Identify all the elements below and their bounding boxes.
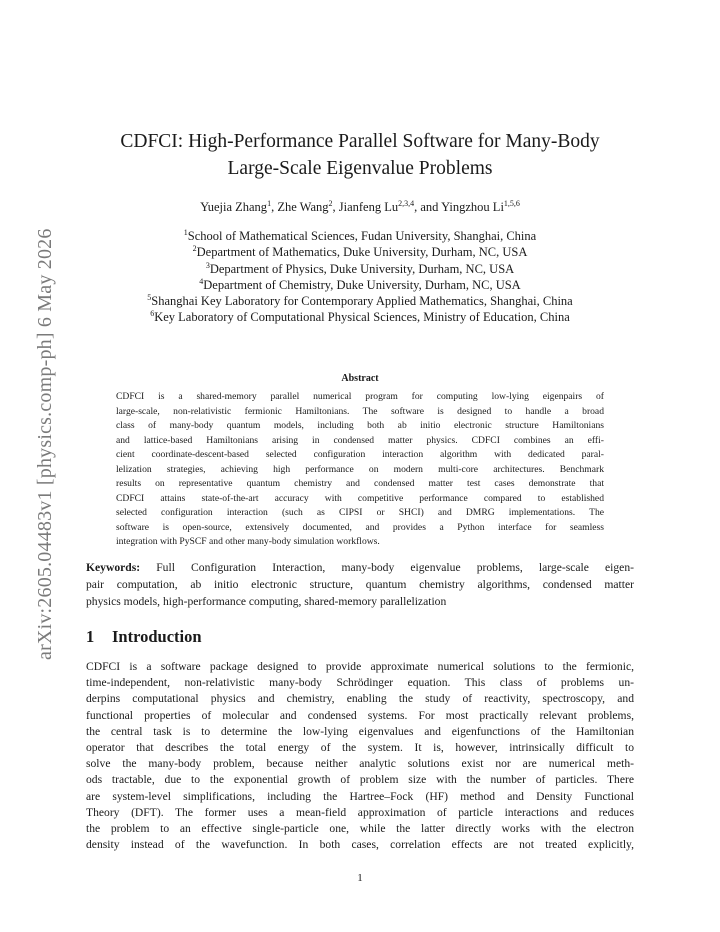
author-list xyxy=(80,200,640,215)
arxiv-identifier-stamp: arXiv:2605.04483v1 [physics.comp-ph] 6 May 2026 xyxy=(34,228,56,660)
author-name: Yuejia Zhang xyxy=(200,200,268,214)
abstract-line: CDFCI attains state-of-the-art accuracy with competitive performance compared to established xyxy=(116,492,604,504)
affiliation-marker: 6 xyxy=(150,309,155,319)
body-text-line: ods tractable, due to the exponential growth of problem size with the number of particles. There xyxy=(86,773,634,787)
keywords-line: pair computation, ab initio electronic structure, quantum chemistry algorithms, condensed matter xyxy=(86,578,634,591)
body-text-line: solve the many-body problem, because neither analytic solutions exist nor are numerical meth- xyxy=(86,757,634,771)
affiliation-text: Department of Physics, Duke University, Durham, NC, USA xyxy=(209,261,515,276)
affiliation-marker: 5 xyxy=(147,293,152,303)
abstract-line: class of many-body quantum models, including both ab initio electronic structure Hamiltonians xyxy=(116,420,604,431)
keywords-block xyxy=(86,559,634,610)
affiliation-text: Key Laboratory of Computational Physical Sciences, Ministry of Education, China xyxy=(154,310,570,325)
affiliation-text: School of Mathematical Sciences, Fudan University, Shanghai, China xyxy=(187,229,537,243)
author-affiliation-marker: 2 xyxy=(328,198,333,208)
body-text-line: operator that describes the total energy of the system. It is, however, intrinsically difficult to xyxy=(86,741,634,755)
affiliation-item xyxy=(60,293,660,309)
body-text-line: Theory (DFT). The former uses a mean-field approximation of particle interactions and reduces xyxy=(86,805,634,819)
affiliation-list xyxy=(60,228,660,326)
abstract-line: software is open-source, extensively documented, and provides a Python interface for seamless xyxy=(116,521,604,533)
section-title: Introduction xyxy=(112,627,202,646)
affiliation-item xyxy=(60,244,660,260)
abstract-line: integration with PySCF and other many-body simulation workflows. xyxy=(116,536,380,547)
body-text-line: functional properties of molecular and condensed systems. For most practically relevant problems, xyxy=(86,708,634,722)
keywords-label: Keywords: xyxy=(86,561,141,574)
keywords-text: Full Configuration Interaction, many-body eigenvalue problems, large-scale eigen- xyxy=(156,561,634,574)
body-text-line: time-independent, non-relativistic many-body Schrödinger equation. This class of problems un- xyxy=(86,676,634,690)
author-name: Yingzhou Li xyxy=(441,200,504,214)
title-line-2: Large-Scale Eigenvalue Problems xyxy=(227,158,493,179)
affiliation-item xyxy=(60,277,660,293)
abstract-line: CDFCI is a shared-memory parallel numerical program for computing low-lying eigenpairs of xyxy=(116,391,604,402)
affiliation-marker: 1 xyxy=(183,227,188,237)
affiliation-item xyxy=(60,261,660,277)
affiliation-item xyxy=(60,309,660,325)
abstract-line: cient coordinate-descent-based selected configuration interaction algorithm with dedicated paral- xyxy=(116,449,604,460)
author-name: Zhe Wang xyxy=(277,200,329,214)
abstract-line: selected configuration interaction (such as CIPSI or SHCI) and DMRG implementations. The xyxy=(116,507,604,518)
abstract-line: and lattice-based Hamiltonians arising in condensed matter physics. CDFCI combines an effi- xyxy=(116,434,604,446)
author-separator: , xyxy=(332,200,339,214)
body-text-line: the problem to an effective single-particle one, while the latter directly works with the electron xyxy=(86,822,634,836)
abstract-line: results on representative quantum chemistry and condensed matter test cases demonstrate that xyxy=(116,478,604,489)
title-line-1: CDFCI: High-Performance Parallel Software for Many-Body xyxy=(120,131,600,152)
abstract-line: large-scale, non-relativistic fermionic Hamiltonians. The software is designed to handle a broad xyxy=(116,405,604,417)
affiliation-marker: 2 xyxy=(192,244,197,254)
affiliation-text: Department of Chemistry, Duke University, Durham, NC, USA xyxy=(203,277,521,292)
body-text-line: are system-level simplifications, including the Hartree–Fock (HF) method and Density Functional xyxy=(86,789,634,803)
paper-title xyxy=(80,128,640,182)
body-text-line: derpins computational physics and chemistry, enabling the study of reactivity, spectroscopy, and xyxy=(86,692,634,706)
affiliation-marker: 4 xyxy=(199,276,204,286)
abstract-line: lelization strategies, achieving high performance on modern multi-core architectures. Benchmark xyxy=(116,463,604,475)
body-text-line: density instead of the wavefunction. In both cases, correlation effects are not treated explicitly, xyxy=(86,838,634,852)
section-number: 1 xyxy=(86,627,95,646)
author-separator: , and xyxy=(414,200,442,214)
author-name: Jianfeng Lu xyxy=(338,200,399,214)
body-text-line: CDFCI is a software package designed to provide approximate numerical solutions to the fermionic, xyxy=(86,660,634,673)
abstract-heading: Abstract xyxy=(341,373,379,384)
page-number: 1 xyxy=(357,872,363,884)
author-affiliation-marker: 1,5,6 xyxy=(503,198,520,208)
affiliation-item xyxy=(60,228,660,244)
author-affiliation-marker: 1 xyxy=(267,198,272,208)
keywords-line xyxy=(86,559,634,576)
author-separator: , xyxy=(271,200,278,214)
section-heading-introduction xyxy=(86,627,202,647)
body-text-line: the central task is to determine the low-lying eigenvalues and eigenfunctions of the Hamiltonian xyxy=(86,724,634,738)
affiliation-marker: 3 xyxy=(205,260,210,270)
affiliation-text: Department of Mathematics, Duke University, Durham, NC, USA xyxy=(196,245,528,260)
affiliation-text: Shanghai Key Laboratory for Contemporary Applied Mathematics, Shanghai, China xyxy=(151,294,573,309)
introduction-body xyxy=(86,659,634,853)
abstract-body xyxy=(116,390,604,550)
keywords-line: physics models, high-performance computing, shared-memory parallelization xyxy=(86,595,447,608)
author-affiliation-marker: 2,3,4 xyxy=(398,198,415,208)
